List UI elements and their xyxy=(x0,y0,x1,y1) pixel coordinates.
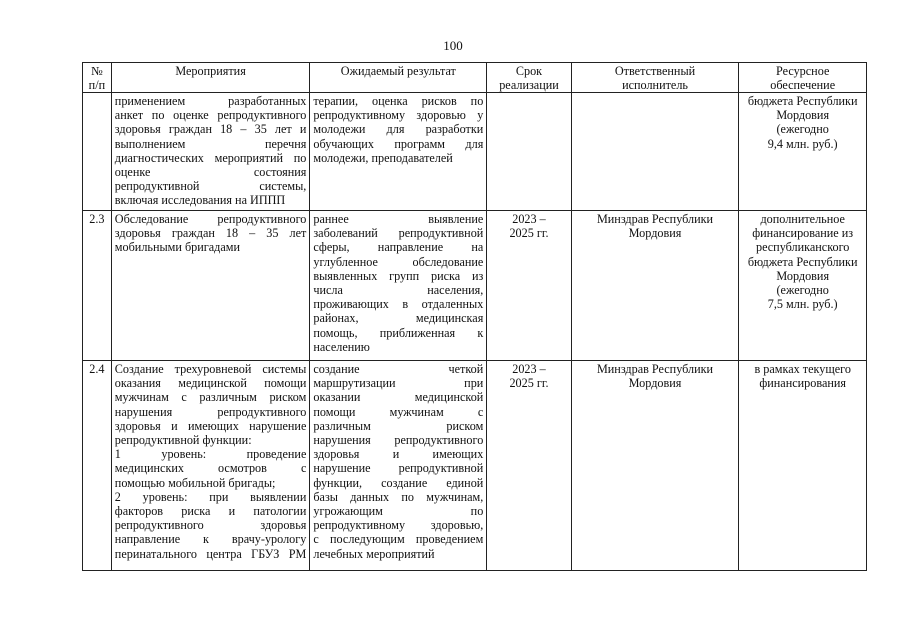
text-line: анкет по оценке репродуктивного xyxy=(114,108,307,123)
result-cell xyxy=(310,211,487,361)
funding-cell xyxy=(739,211,867,361)
header-executor: Ответственный исполнитель xyxy=(571,63,739,93)
text-line: перинатального центра ГБУЗ РМ xyxy=(114,546,307,561)
funding-cell xyxy=(739,93,867,211)
text-line: нарушения репродуктивного xyxy=(313,433,484,448)
text-line: в рамках текущего xyxy=(754,362,851,376)
text-line: районах, медицинская xyxy=(313,311,484,326)
text-line: республиканского xyxy=(755,240,850,255)
page-number: 100 xyxy=(443,38,463,53)
text-line: репродуктивной системы, xyxy=(114,179,307,194)
text-line: маршрутизации при xyxy=(313,376,484,391)
text-line: нарушение репродуктивной xyxy=(313,461,484,476)
text-line: создание четкой xyxy=(313,362,484,376)
text-line: 9,4 млн. руб.) xyxy=(767,136,838,151)
header-result: Ожидаемый результат xyxy=(310,63,487,93)
term-cell xyxy=(487,361,571,571)
text-line: 2025 гг. xyxy=(509,226,549,241)
text-line: репродуктивному здоровью у xyxy=(313,108,484,123)
text-line: здоровья граждан 18 – 35 лет xyxy=(114,226,307,241)
text-line: заболеваний репродуктивной xyxy=(313,226,484,241)
text-line: обучающих программ для xyxy=(313,136,484,151)
text-line: здоровья граждан 18 – 35 лет и xyxy=(114,122,307,137)
header-activity: Мероприятия xyxy=(111,63,310,93)
text-line: бюджета Республики xyxy=(747,94,858,108)
text-line: Минздрав Республики xyxy=(596,362,714,376)
text-line: 2 уровень: при выявлении xyxy=(114,489,307,504)
text-line: диагностических мероприятий по xyxy=(114,150,307,165)
text-line: выявленных групп риска из xyxy=(313,268,484,283)
text-line: (ежегодно xyxy=(776,283,829,298)
table-row xyxy=(83,93,867,211)
text-line: финансирования xyxy=(759,376,847,391)
text-line: здоровья и имеющих xyxy=(313,447,484,462)
text-line: Мордовия xyxy=(628,226,682,241)
executor-cell xyxy=(571,361,739,571)
text-line: помощи мужчинам с xyxy=(313,404,484,419)
text-line: молодежи, преподавателей xyxy=(313,150,453,165)
text-line: лечебных мероприятий xyxy=(313,546,435,561)
text-line: выполнением перечня xyxy=(114,136,307,151)
text-line: с последующим проведением xyxy=(313,532,484,547)
text-line: Мордовия xyxy=(628,376,682,391)
header-term: Срок реализации xyxy=(487,63,571,93)
text-line: 1 уровень: проведение xyxy=(114,447,307,462)
text-line: помощь, приближенная к xyxy=(313,325,484,340)
table-row xyxy=(83,361,867,571)
text-line: Создание трехуровневой системы xyxy=(114,362,307,376)
text-line: терапии, оценка рисков по xyxy=(313,94,484,108)
text-line: 2023 – xyxy=(512,362,546,376)
text-line: помощью мобильной бригады; xyxy=(114,475,276,490)
text-line: молодежи для разработки xyxy=(313,122,484,137)
row-number xyxy=(83,93,112,211)
text-line: раннее выявление xyxy=(313,212,484,226)
text-line: базы данных по мужчинам, xyxy=(313,489,484,504)
row-number: 2.3 xyxy=(83,211,112,361)
table-row xyxy=(83,211,867,361)
text-line: репродуктивной функции: xyxy=(114,433,252,448)
text-line: 2025 гг. xyxy=(509,376,549,391)
text-line: угрожающим по xyxy=(313,504,484,519)
text-line: Мордовия xyxy=(776,268,830,283)
text-line: дополнительное xyxy=(760,212,845,226)
term-cell xyxy=(487,211,571,361)
text-line: репродуктивному здоровью, xyxy=(313,518,484,533)
text-line: различным риском xyxy=(313,418,484,433)
executor-cell xyxy=(571,93,739,211)
text-line: медицинских осмотров с xyxy=(114,461,307,476)
text-line: Минздрав Республики xyxy=(596,212,714,226)
text-line: мужчинам с различным риском xyxy=(114,390,307,405)
text-line: применением разработанных xyxy=(114,94,307,108)
term-cell xyxy=(487,93,571,211)
executor-cell xyxy=(571,211,739,361)
text-line: 7,5 млн. руб.) xyxy=(767,297,838,312)
text-line: направление к врачу-урологу xyxy=(114,532,307,547)
activity-cell xyxy=(111,211,310,361)
text-line: проживающих в отдаленных xyxy=(313,297,484,312)
result-cell xyxy=(310,361,487,571)
text-line: 2023 – xyxy=(512,212,546,226)
text-line: числа населения, xyxy=(313,283,484,298)
measures-table xyxy=(82,62,867,571)
text-line: репродуктивного здоровья xyxy=(114,518,307,533)
text-line: мобильными бригадами xyxy=(114,240,241,255)
funding-cell xyxy=(739,361,867,571)
text-line: оказания медицинской помощи xyxy=(114,376,307,391)
text-line: функции, создание единой xyxy=(313,475,484,490)
text-line: населению xyxy=(313,339,370,354)
text-line: (ежегодно xyxy=(776,122,829,137)
header-funding: Ресурсное обеспечение xyxy=(739,63,867,93)
result-cell xyxy=(310,93,487,211)
text-line: финансирование из xyxy=(752,226,854,241)
text-line: сферы, направление на xyxy=(313,240,484,255)
text-line: здоровья и имеющих нарушение xyxy=(114,418,307,433)
activity-cell xyxy=(111,361,310,571)
text-line: факторов риска и патологии xyxy=(114,504,307,519)
text-line: оценке состояния xyxy=(114,165,307,180)
row-number: 2.4 xyxy=(83,361,112,571)
text-line: оказании медицинской xyxy=(313,390,484,405)
text-line: Мордовия xyxy=(776,108,830,123)
text-line: углубленное обследование xyxy=(313,254,484,269)
text-line: нарушения репродуктивного xyxy=(114,404,307,419)
text-line: включая исследования на ИППП xyxy=(114,193,286,208)
activity-cell xyxy=(111,93,310,211)
header-num: № п/п xyxy=(83,63,112,93)
table-header-row xyxy=(83,63,867,93)
text-line: бюджета Республики xyxy=(747,254,858,269)
text-line: Обследование репродуктивного xyxy=(114,212,307,226)
